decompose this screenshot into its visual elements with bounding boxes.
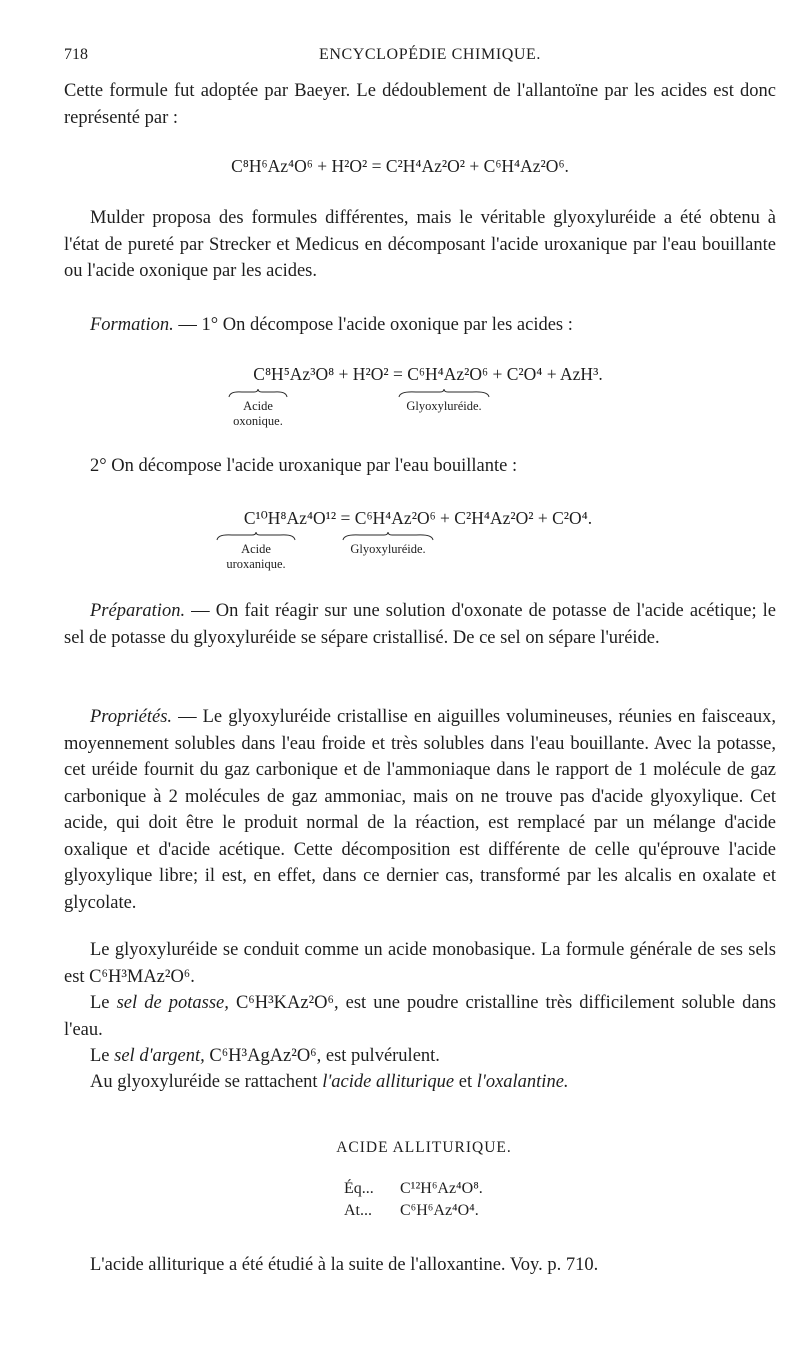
equation-formation-2: C¹⁰H⁸Az⁴O¹² = C⁶H⁴Az²O⁶ + C²H⁴Az²O² + C²O⁴. — [243, 508, 593, 528]
potasse-post: C⁶H³KAz²O⁶, est une poudre cristalline très difficilement soluble dans l'eau. — [64, 993, 777, 1040]
paragraph-monobasique: Le glyoxyluréide se conduit comme un acide monobasique. La formule générale de ses sels est C⁶H³MAz²O⁶. — [64, 940, 776, 987]
label-acide-2: Acide — [241, 542, 271, 556]
equation-formation-1: C⁸H⁵Az³O⁸ + H²O² = C⁶H⁴Az²O⁶ + C²O⁴ + AzH³. — [253, 364, 603, 384]
label-glyoxylureide-1: Glyoxyluréide. — [406, 399, 482, 413]
equation-allantoine: C⁸H⁶Az⁴O⁶ + H²O² = C²H⁴Az²O² + C⁶H⁴Az²O⁶. — [231, 156, 569, 176]
brace-glyoxylureide-1 — [398, 388, 490, 398]
preparation-paragraph — [64, 598, 776, 651]
page-number: 718 — [64, 46, 88, 63]
rattachent-mid: et — [454, 1072, 477, 1092]
formula-at-label: At... — [344, 1202, 372, 1219]
term-acide-alliturique: l'acide alliturique — [322, 1072, 455, 1092]
term-sel-argent: sel d'argent, — [114, 1046, 205, 1066]
label-oxonique: oxonique. — [233, 414, 283, 428]
paragraph-sel-potasse — [64, 990, 776, 1043]
brace-glyoxylureide-2 — [342, 531, 434, 541]
argent-post: C⁶H³AgAz²O⁶, est pulvérulent. — [204, 1046, 440, 1066]
running-title: ENCYCLOPÉDIE CHIMIQUE. — [318, 46, 542, 63]
term-oxalantine: l'oxalantine. — [476, 1072, 569, 1092]
label-uroxanique: uroxanique. — [226, 557, 286, 571]
label-glyoxylureide-2: Glyoxyluréide. — [350, 542, 426, 556]
argent-pre: Le — [90, 1046, 115, 1066]
proprietes-text: — Le glyoxyluréide cristallise en aiguilles volumineuses, réunies en faisceaux, moyennement solubles dans l'eau froide et très solubles dans l'eau bouillante. Avec la potasse, cet uréide fournit du gaz carbonique et de l'ammoniaque dans le rapport de 1 molécule de gaz carbonique à 2 molécules de gaz ammoniac, mais on ne trouve pas d'acide glyoxylique. Cet acide, qui doit être le produit normal de la réaction, est remplacé par un mélange d'acide oxalique et d'acide acétique. Cette décomposition est différente de celle qu'éprouve l'acide glyoxylique libre; il est, en effet, dans ce dernier cas, transformé par les alcalis en oxalate et glycolate. — [64, 707, 776, 913]
paragraph-intro: Cette formule fut adoptée par Baeyer. Le dédoublement de l'allantoïne par les acides est donc représenté par : — [64, 81, 776, 128]
paragraph-closing: L'acide alliturique a été étudié à la suite de l'alloxantine. Voy. p. 710. — [90, 1255, 599, 1275]
paragraph-rattachent — [64, 1069, 776, 1096]
formula-at-value: C⁶H⁶Az⁴O⁴. — [400, 1202, 479, 1219]
brace-uroxanique — [216, 531, 296, 541]
preparation-heading: Préparation. — [90, 601, 186, 621]
potasse-pre: Le — [90, 993, 117, 1013]
rattachent-pre: Au glyoxyluréide se rattachent — [90, 1072, 323, 1092]
paragraph-mulder: Mulder proposa des formules différentes, mais le véritable glyoxyluréide a été obtenu à l'état de pureté par Strecker et Medicus en décomposant l'acide uroxanique par l'eau bouillante ou l'acide oxonique par les acides. — [64, 208, 776, 281]
preparation-text: — On fait réagir sur une solution d'oxonate de potasse de l'acide acétique; le sel de potasse du glyoxyluréide se sépare cristallisé. De ce sel on sépare l'uréide. — [64, 601, 777, 648]
formula-eq-value: C¹²H⁶Az⁴O⁸. — [400, 1180, 483, 1197]
formula-eq-label: Éq... — [344, 1180, 374, 1197]
formation-paragraph — [64, 312, 776, 339]
formation-item-2: 2° On décompose l'acide uroxanique par l'eau bouillante : — [90, 456, 518, 476]
formula-at-row — [344, 1202, 479, 1220]
paragraph-sel-argent — [64, 1043, 776, 1070]
section-title: ACIDE ALLITURIQUE. — [336, 1139, 512, 1156]
formula-eq-row — [344, 1180, 483, 1198]
brace-oxonique — [228, 388, 288, 398]
label-acide-1: Acide — [243, 399, 273, 413]
formation-item-1: — 1° On décompose l'acide oxonique par les acides : — [178, 315, 573, 335]
proprietes-heading: Propriétés. — [90, 707, 173, 727]
term-sel-potasse: sel de potasse, — [116, 993, 229, 1013]
proprietes-paragraph — [64, 704, 776, 916]
formation-heading: Formation. — [90, 315, 174, 335]
